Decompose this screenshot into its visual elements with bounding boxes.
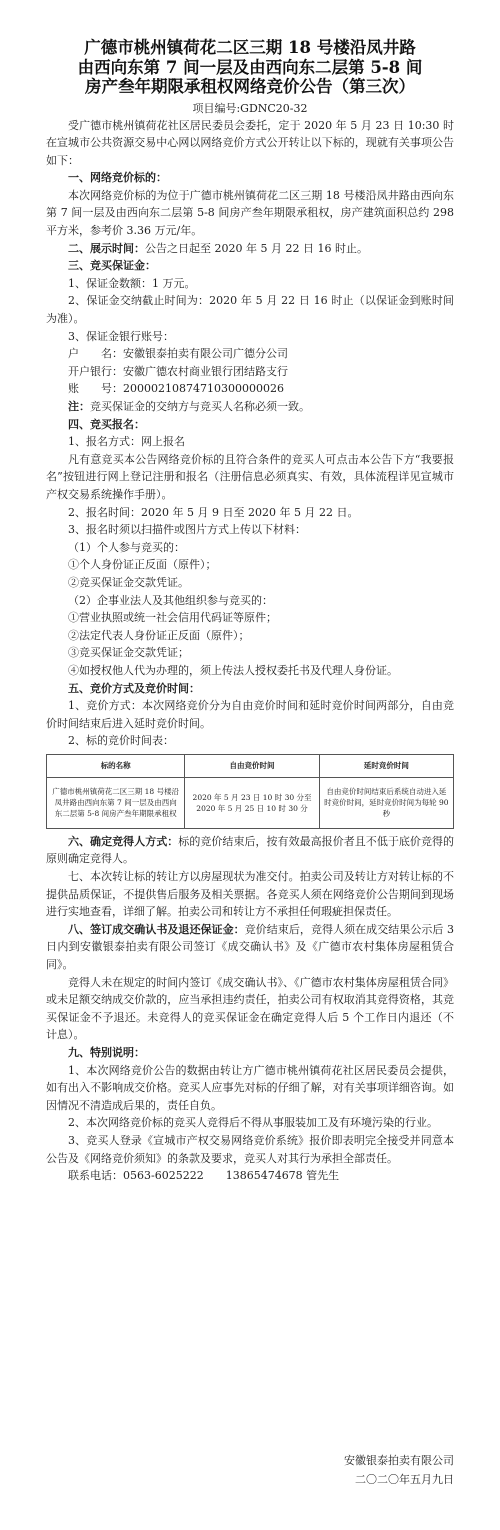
section-6-body: 标的竞价结束后，按有效最高报价者且不低于底价竞得的原则确定竞得人。 (46, 834, 455, 866)
account-bank-row (46, 363, 454, 381)
section-8-heading: 八、签订成交确认书及退还保证金： (68, 922, 245, 936)
deposit-note-label: 注： (68, 400, 90, 413)
special-note-3: 3、竞买人登录《宣城市产权交易网络竞价系统》报价即表明完全接受并同意本公告及《网络竞价须知》的条款及要求，竞买人对其行为承担全部责任。 (46, 1133, 454, 1165)
account-name-label: 户 名： (68, 347, 123, 361)
section-3-heading: 三、竞买保证金： (68, 259, 156, 273)
table-cell: 广德市桃州镇荷花二区三期 18 号楼沿凤井路由西向东第 7 间一层及由西向东二层第 5-8 间房产叁年期限承租权 (47, 777, 185, 828)
organization-item-2: ②法定代表人身份证正反面（原件）； (68, 628, 250, 642)
organization-item-1: ①营业执照或统一社会信用代码证等原件； (68, 611, 277, 625)
section-9-heading: 九、特别说明： (68, 1046, 145, 1059)
section-8-body: 竞价结束后，竞得人须在成交结果公示后 3 日内到安徽银泰拍卖有限公司签订《成交确认书》及《广德市农村集体房屋租赁合同》。 (46, 922, 454, 972)
account-bank: 安徽广德农村商业银行团结路支行 (123, 364, 288, 378)
table-row (47, 777, 454, 828)
table-header-row (47, 754, 454, 777)
signup-materials: 3、报名时须以扫描件或图片方式上传以下材料： (68, 523, 306, 537)
signup-time: 2、报名时间：2020 年 5 月 9 日至 2020 年 5 月 22 日。 (68, 505, 359, 519)
deposit-note-text: 竞买保证金的交纳方与竞买人名称必须一致。 (90, 400, 310, 413)
signature-date: 二〇二〇年五月九日 (355, 1473, 454, 1486)
section-1-body: 本次网络竞价标的为位于广德市桃州镇荷花二区三期 18 号楼沿凤井路由西向东第 7 间一层及由西向东二层第 5-8 间房产叁年期限承租权，房产建筑面积总约 298 平方米，参考价 3.36 万元/年。 (46, 188, 454, 238)
table-header-cell: 标的名称 (47, 754, 185, 777)
signature-company: 安徽银泰拍卖有限公司 (344, 1454, 454, 1467)
account-bank-label: 开户银行： (68, 364, 123, 378)
account-number: 20000210874710300000026 (123, 382, 284, 396)
section-7: 七、本次转让标的转让方以房屋现状为准交付。拍卖公司及转让方对转让标的不提供品质保证，不提供售后服务及相关票据。各竞买人须在网络竞价公告期间到现场进行实地查看，详细了解。拍卖公司和转让方不承担任何瑕疵担保责任。 (46, 870, 454, 919)
bidding-schedule-table (46, 754, 454, 829)
table-cell: 2020 年 5 月 23 日 10 时 30 分至 2020 年 5 月 25 日 10 时 30 分 (185, 777, 319, 828)
deposit-account-heading: 3、保证金银行账号： (68, 329, 174, 343)
contact-phone: 联系电话：0563-6025222 13865474678 管先生 (68, 1169, 340, 1183)
organization-item-3: ③竞买保证金交款凭证； (68, 646, 189, 660)
section-5-heading: 五、竞价方式及竞价时间： (68, 681, 200, 695)
signup-instructions: 凡有意竞买本公告网络竞价标的且符合条件的竞买人可点击本公告下方“我要报名”按钮进行网上登记注册和报名（注册信息必须真实、有效，具体流程详见宣城市产权交易系统操作手册）。 (46, 452, 454, 501)
announcement-title (46, 38, 454, 97)
section-6-heading: 六、确定竞得人方式： (68, 834, 179, 848)
title-line-1: 广德市桃州镇荷花二区三期 18 号楼沿凤井路 (84, 38, 416, 57)
individual-item-1: ①个人身份证正反面（原件）； (68, 558, 217, 572)
section-8-body-2: 竞得人未在规定的时间内签订《成交确认书》、《广德市农村集体房屋租赁合同》或未足额交纳成交价款的，应当承担违约责任，拍卖公司有权取消其竞得资格，其竞买保证金不予退还。未竞得人的竞买保证金在确定竞得人后 5 个工作日内退还（不计息）。 (46, 975, 454, 1042)
account-name: 安徽银泰拍卖有限公司广德分公司 (123, 347, 288, 361)
individual-item-2: ②竞买保证金交款凭证。 (68, 575, 189, 589)
deposit-note (46, 398, 454, 416)
table-header-cell: 自由竞价时间 (185, 754, 319, 777)
account-name-row (46, 345, 454, 363)
project-number: 项目编号:GDNC20-32 (192, 101, 308, 115)
organization-item-4: ④如授权他人代为办理的，须上传法人授权委托书及代理人身份证。 (68, 663, 398, 677)
individual-heading: （1）个人参与竞买的： (68, 540, 185, 554)
organization-heading: （2）企事业法人及其他组织参与竞买的： (68, 593, 273, 607)
title-line-3: 房产叁年期限承租权网络竞价公告（第三次） (85, 77, 415, 96)
special-note-2: 2、本次网络竞价标的竞买人竞得后不得从事服装加工及有环境污染的行业。 (68, 1116, 438, 1130)
title-line-2: 由西向东第 7 间一层及由西向东二层第 5-8 间 (77, 57, 423, 77)
section-2 (46, 240, 454, 258)
section-6 (46, 833, 454, 868)
bidding-method: 1、竞价方式：本次网络竞价分为自由竞价时间和延时竞价时间两部分，自由竞价时间结束后进入延时竞价时间。 (46, 699, 454, 730)
section-2-body: 公告之日起至 2020 年 5 月 22 日 16 时止。 (145, 241, 368, 255)
section-1-heading: 一、网络竞价标的： (68, 171, 167, 185)
bidding-schedule-heading: 2、标的竞价时间表： (68, 734, 174, 748)
account-number-label: 账 号： (68, 382, 123, 396)
section-2-heading: 二、展示时间： (68, 241, 145, 255)
table-header-cell: 延时竞价时间 (319, 754, 453, 777)
section-4-heading: 四、竞买报名： (68, 417, 145, 431)
account-number-row (46, 380, 454, 398)
section-8 (46, 921, 454, 974)
deposit-amount: 1、保证金数额：1 万元。 (68, 276, 196, 290)
deposit-deadline: 2、保证金交纳截止时间为：2020 年 5 月 22 日 16 时止（以保证金到账时间为准）。 (46, 294, 454, 326)
table-cell: 自由竞价时间结束后系统自动进入延时竞价时间，延时竞价时间为每轮 90 秒 (319, 777, 453, 828)
intro-paragraph: 受广德市桃州镇荷花社区居民委员会委托，定于 2020 年 5 月 23 日 10:30 时在宣城市公共资源交易中心网以网络竞价方式公开转让以下标的，现就有关事项公告如下： (46, 118, 454, 167)
signup-method: 1、报名方式：网上报名 (68, 435, 185, 449)
special-note-1: 1、本次网络竞价公告的数据由转让方广德市桃州镇荷花社区居民委员会提供，如有出入不影响成交价格。竞买人应事先对标的仔细了解，对有关事项详细咨询。如因情况不清造成后果的，责任自负。 (46, 1063, 454, 1112)
